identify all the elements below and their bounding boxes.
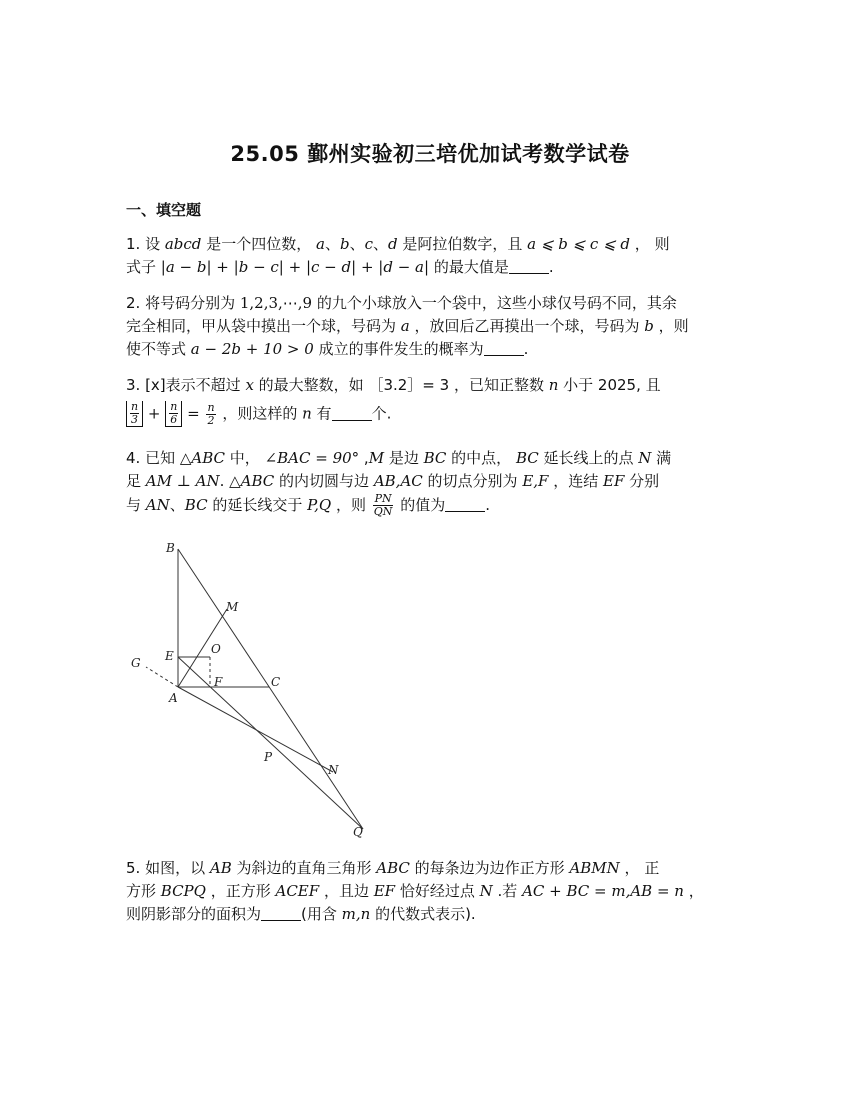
q2-text: ，放回后乙再摸出一个球，号码为 <box>409 317 645 335</box>
q2-text: 使不等式 <box>126 340 191 358</box>
q4-math: BC <box>423 449 447 467</box>
q4-math: E,F <box>522 472 549 490</box>
q5-text: ，正方形 <box>205 882 276 900</box>
q4-text: 的中点， <box>446 449 516 467</box>
geometry-figure <box>128 532 378 842</box>
q5-text: (用含 <box>301 905 342 923</box>
q4-math: BC <box>515 449 539 467</box>
q1-math: b <box>339 235 350 253</box>
q4-math: N <box>638 449 652 467</box>
segment-AG-dashed <box>146 667 178 687</box>
frac-den: 3 <box>131 413 139 426</box>
frac-den: 6 <box>170 413 178 426</box>
q1-text: 、 <box>324 235 340 253</box>
q1-text: 是一个四位数， <box>201 235 312 253</box>
q5-text: ， 正 <box>619 859 660 877</box>
q5-math: ABC <box>376 859 410 877</box>
q5-text: 恰好经过点 <box>395 882 480 900</box>
q1-text: 的最大值是 <box>429 258 509 276</box>
frac-num: n <box>131 400 139 413</box>
q3-math: n <box>302 404 312 423</box>
q4-text: 的内切圆与边 <box>274 472 374 490</box>
label-P: P <box>264 750 273 764</box>
q5-text: ， <box>683 882 704 900</box>
q5-text: 5. 如图，以 <box>126 859 210 877</box>
segment-BQ <box>178 549 363 829</box>
answer-blank[interactable] <box>332 404 372 421</box>
question-4 <box>126 447 738 523</box>
label-F: F <box>214 675 223 689</box>
q4-text: 4. 已知 <box>126 449 180 467</box>
q5-text: 的代数式表示). <box>370 905 476 923</box>
q4-math: EF <box>603 472 625 490</box>
q3-text: 个. <box>371 404 392 423</box>
floor-bracket <box>126 401 143 427</box>
q5-text: ，且边 <box>319 882 374 900</box>
q4-math: P,Q <box>307 496 332 514</box>
q3-math: x <box>245 376 254 394</box>
q1-math: |a − b| + |b − c| + |c − d| + |d − a| <box>160 258 430 276</box>
fraction <box>130 401 139 426</box>
q1-text: 1. 设 <box>126 235 165 253</box>
page-title: 25.05 鄞州实验初三培优加试考数学试卷 <box>230 142 630 166</box>
q4-text: 的值为 <box>395 496 446 514</box>
frac-den: QN <box>373 505 393 518</box>
label-A: A <box>169 691 178 705</box>
q4-text: ，则 <box>331 496 371 514</box>
q4-text: 的延长线交于 <box>207 496 308 514</box>
q3-math: n <box>548 376 559 394</box>
q4-text: ，连结 <box>548 472 603 490</box>
q3-math: = <box>187 404 200 423</box>
q2-text: 成立的事件发生的概率为 <box>313 340 484 358</box>
label-G: G <box>131 656 141 670</box>
q2-text: 完全相同，甲从袋中摸出一个球，号码为 <box>126 317 401 335</box>
q2-text: 的九个小球放入一个袋中，这些小球仅号码不同，其余 <box>312 294 677 312</box>
q5-math: EF <box>373 882 396 900</box>
q1-text: 、 <box>372 235 388 253</box>
q5-math: AB <box>209 859 232 877</box>
q4-math: ∠BAC = 90° <box>264 449 360 467</box>
section-heading: 一、填空题 <box>126 201 202 219</box>
q4-text: 的切点分别为 <box>422 472 523 490</box>
q5-text: .若 <box>492 882 523 900</box>
q2-math: a − 2b + 10 > 0 <box>190 340 314 358</box>
frac-den: 2 <box>207 413 215 427</box>
fraction <box>373 493 394 518</box>
answer-blank[interactable] <box>509 257 549 274</box>
label-O: O <box>211 642 221 656</box>
q5-text: 则阴影部分的面积为 <box>126 905 262 923</box>
q1-math: a ⩽ b ⩽ c ⩽ d <box>527 235 631 253</box>
q1-math: a <box>315 235 325 253</box>
label-E: E <box>165 649 174 663</box>
q4-text: 与 <box>126 496 146 514</box>
label-M: M <box>226 600 239 614</box>
q1-text: 、 <box>349 235 365 253</box>
label-C: C <box>271 675 281 689</box>
q3-text: 小于 2025, 且 <box>558 376 661 394</box>
q2-math: 1,2,3,⋯,9 <box>239 294 313 312</box>
q5-math: ABMN <box>569 859 620 877</box>
q4-text: 、 <box>169 496 185 514</box>
q2-math: b <box>644 317 654 335</box>
q4-text: , <box>359 449 369 467</box>
fraction <box>169 401 178 426</box>
q5-math: m,n <box>341 905 371 923</box>
q5-math: N <box>479 882 493 900</box>
q5-text: 的每条边为边作正方形 <box>409 859 570 877</box>
q3-text: 的最大整数，如 ［3.2］= 3 ，已知正整数 <box>253 376 549 394</box>
label-N: N <box>328 763 339 777</box>
q3-text: 有 <box>311 404 332 423</box>
q2-text: . <box>523 340 529 358</box>
q1-text: 式子 <box>126 258 161 276</box>
floor-bracket <box>165 401 182 427</box>
q4-text: 满 <box>651 449 672 467</box>
q4-math: M <box>368 449 385 467</box>
q3-text: ，则这样的 <box>217 404 303 423</box>
q4-text: 足 <box>126 472 146 490</box>
question-3 <box>126 374 738 435</box>
q5-text: 为斜边的直角三角形 <box>231 859 377 877</box>
q1-math: d <box>388 235 398 253</box>
question-5 <box>126 857 738 926</box>
question-2 <box>126 292 738 361</box>
q4-text: 是边 <box>384 449 424 467</box>
q5-math: AC + BC = m,AB = n <box>522 882 684 900</box>
answer-blank[interactable] <box>484 339 524 356</box>
q2-text: 2. 将号码分别为 <box>126 294 240 312</box>
q1-math: abcd <box>164 235 202 253</box>
q4-text: . <box>219 472 230 490</box>
q5-math: BCPQ <box>160 882 206 900</box>
frac-num: n <box>170 400 178 413</box>
q4-math: AN <box>145 496 170 514</box>
frac-num: n <box>207 400 215 414</box>
q4-text: 分别 <box>624 472 660 490</box>
q3-text: 3. [x]表示不超过 <box>126 376 246 394</box>
q4-math: AB,AC <box>373 472 423 490</box>
q2-math: a <box>400 317 410 335</box>
q4-text: 延长线上的点 <box>538 449 639 467</box>
frac-num: PN <box>374 492 392 505</box>
q2-text: ，则 <box>653 317 689 335</box>
q5-math: ACEF <box>275 882 320 900</box>
q5-text: 方形 <box>126 882 161 900</box>
q1-text: ， 则 <box>630 235 670 253</box>
q4-math: BC <box>184 496 208 514</box>
answer-blank[interactable] <box>261 904 301 921</box>
fraction <box>206 402 215 427</box>
q4-text: . <box>485 496 490 514</box>
q1-text: . <box>548 258 554 276</box>
q4-math: AM ⊥ AN <box>145 472 220 490</box>
q1-text: 是阿拉伯数字，且 <box>397 235 528 253</box>
label-Q: Q <box>353 825 363 839</box>
question-1 <box>126 233 738 279</box>
answer-blank[interactable] <box>445 495 485 512</box>
q4-math: △ABC <box>179 449 226 467</box>
q4-math: △ABC <box>229 472 275 490</box>
q1-math: c <box>364 235 373 253</box>
label-B: B <box>166 541 175 555</box>
q4-text: 中， <box>225 449 265 467</box>
q3-math: + <box>147 404 161 423</box>
